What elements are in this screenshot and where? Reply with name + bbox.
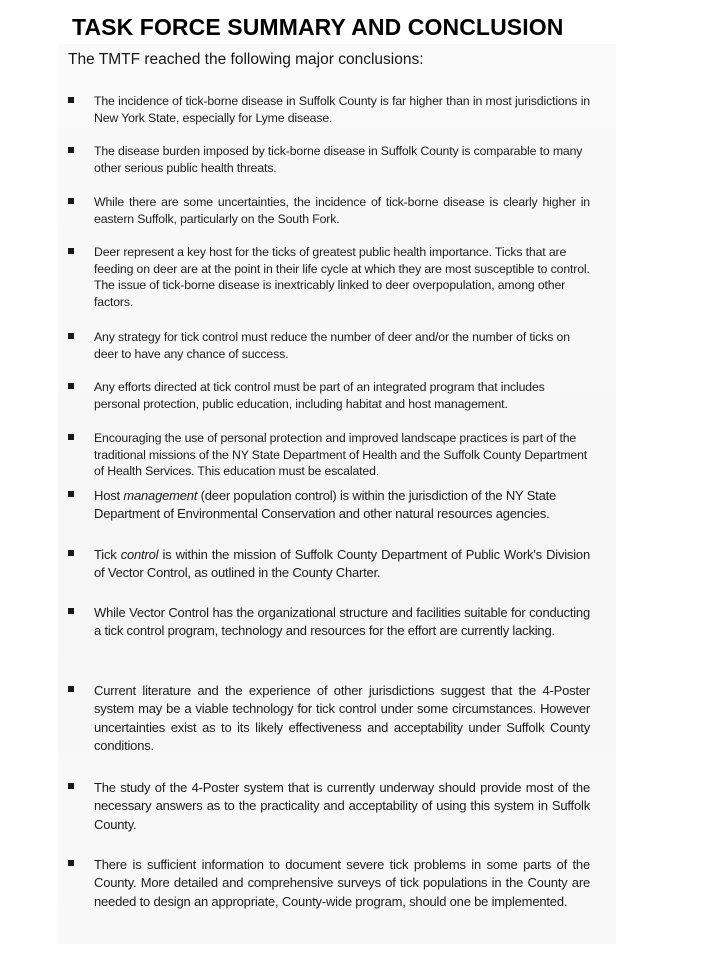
intro-text: The TMTF reached the following major conclusions:	[68, 51, 424, 68]
conclusion-text: While Vector Control has the organizational structure and facilities suitable for conducting a tick control program, technology and resources for the effort are currently lacking.	[94, 605, 590, 639]
conclusion-text: Host management (deer population control) is within the jurisdiction of the NY State Department of Environmental Conservation and other natural resources agencies.	[94, 488, 557, 522]
conclusion-text: The incidence of tick-borne disease in Suffolk County is far higher than in most jurisdictions in New York State, especially for Lyme disease.	[94, 94, 590, 125]
bullet-icon	[68, 860, 74, 866]
emphasis-text: control	[120, 547, 159, 562]
conclusion-text: Tick control is within the mission of Suffolk County Department of Public Work's Division of Vector Control, as outlined in the County Charter.	[94, 547, 590, 581]
bullet-icon	[68, 491, 74, 497]
conclusion-text: Any strategy for tick control must reduce the number of deer and/or the number of ticks on deer to have any chance of success.	[94, 330, 570, 361]
bullet-icon	[68, 383, 74, 389]
emphasis-text: management	[123, 488, 198, 503]
conclusion-text: The study of the 4-Poster system that is currently underway should provide most of the necessary answers as to the practicality and acceptability of using this system in Suffolk County.	[94, 780, 590, 832]
conclusion-text: Current literature and the experience of other jurisdictions suggest that the 4-Poster system may be a viable technology for tick control under some circumstances. However uncertainties exist as to its likely effectiveness and acceptability under Suffolk County conditions.	[94, 683, 590, 753]
page-title: TASK FORCE SUMMARY AND CONCLUSION	[72, 14, 564, 40]
conclusion-text: The disease burden imposed by tick-borne disease in Suffolk County is comparable to many other serious public health threats.	[94, 144, 583, 175]
bullet-icon	[68, 608, 74, 614]
conclusion-text: Encouraging the use of personal protection and improved landscape practices is part of the traditional missions of the NY State Department of Health and the Suffolk County Department of Health Services. This education must be escalated.	[94, 431, 588, 478]
bullet-icon	[68, 248, 74, 254]
conclusion-text: Deer represent a key host for the ticks of greatest public health importance. Ticks that are feeding on deer are at the point in their life cycle at which they are most susceptible to control. The issue of tick-borne disease is inextricably linked to deer overpopulation, among other factors.	[94, 245, 590, 309]
bullet-icon	[68, 686, 74, 692]
bullet-icon	[68, 198, 74, 204]
bullet-icon	[68, 97, 74, 103]
bullet-icon	[68, 434, 74, 440]
conclusion-text: There is sufficient information to document severe tick problems in some parts of the County. More detailed and comprehensive surveys of tick populations in the County are needed to design an appropriate, County-wide program, should one be implemented.	[94, 857, 590, 909]
bullet-icon	[68, 147, 74, 153]
bullet-icon	[68, 333, 74, 339]
bullet-icon	[68, 783, 74, 789]
bullet-icon	[68, 550, 74, 556]
conclusion-text: Any efforts directed at tick control must be part of an integrated program that includes personal protection, public education, including habitat and host management.	[94, 380, 545, 411]
conclusion-text: While there are some uncertainties, the incidence of tick-borne disease is clearly higher in eastern Suffolk, particularly on the South Fork.	[94, 195, 590, 226]
